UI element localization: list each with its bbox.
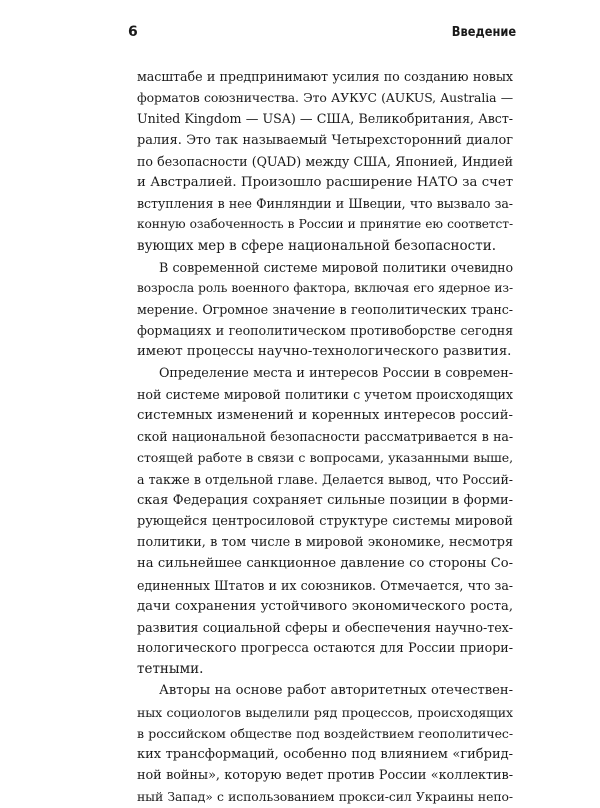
text-line: ной системе мировой политики с учетом происходящих: [137, 386, 513, 402]
text-line: тетными.: [137, 661, 204, 678]
text-line: Определение места и интересов России в современ-: [159, 365, 513, 381]
text-line: возросла роль военного фактора, включая его ядерное из-: [137, 280, 513, 295]
text-line: системных изменений и коренных интересов россий-: [137, 408, 513, 423]
text-line: ных социологов выделили ряд процессов, происходящих: [137, 704, 513, 720]
text-line: в российском обществе под воздействием геополитичес-: [137, 725, 513, 741]
body-text: [137, 66, 513, 808]
text-line: формациях и геополитическом противоборстве сегодня: [137, 323, 513, 339]
text-line: единенных Штатов и их союзников. Отмечается, что за-: [137, 577, 513, 593]
text-line: ный Запад» с использованием прокси-сил Украины непо-: [137, 789, 513, 805]
text-line: вующих мер в сфере национальной безопасности.: [137, 237, 497, 254]
text-line: по безопасности (QUAD) между США, Японией, Индией: [137, 153, 513, 169]
text-line: на сильнейшее санкционное давление со стороны Со-: [137, 556, 513, 572]
text-line: дачи сохранения устойчивого экономического роста,: [137, 598, 513, 614]
text-line: ской национальной безопасности рассматривается в на-: [137, 429, 513, 445]
text-line: рующейся центросиловой структуре системы мировой: [137, 513, 513, 529]
text-line: конную озабоченность в России и принятие ею соответст-: [137, 217, 513, 232]
text-line: В современной системе мировой политики очевидно: [159, 259, 513, 275]
text-line: стоящей работе в связи с вопросами, указанными выше,: [137, 450, 513, 466]
text-line: и Австралией. Произошло расширение НАТО за счет: [137, 174, 513, 190]
running-head: [128, 24, 516, 40]
paragraph-2: [137, 257, 513, 363]
text-line: ких трансформаций, особенно под влиянием «гибрид-: [137, 747, 513, 762]
text-line: ралия. Это так называемый Четырехсторонний диалог: [137, 132, 513, 148]
text-line: политики, в том числе в мировой экономике, несмотря: [137, 535, 513, 551]
paragraph-4: [137, 680, 513, 807]
page-number: 6: [128, 24, 138, 40]
text-line: развития социальной сферы и обеспечения научно-тех-: [137, 619, 513, 635]
text-line: форматов союзничества. Это АУКУС (AUKUS, Australia —: [137, 90, 513, 106]
text-line: ская Федерация сохраняет сильные позиции в форми-: [137, 492, 513, 508]
text-line: United Kingdom — USA) — США, Великобритания, Авст-: [137, 111, 513, 127]
text-line: нологического прогресса остаются для России приори-: [137, 641, 513, 657]
text-line: ной войны», которую ведет против России «коллектив-: [137, 768, 513, 784]
text-line: Авторы на основе работ авторитетных отечествен-: [159, 683, 513, 699]
paragraph-1: [137, 66, 513, 257]
text-line: мерение. Огромное значение в геополитических транс-: [137, 302, 513, 318]
paragraph-3: [137, 363, 513, 681]
text-line: вступления в нее Финляндии и Швеции, что вызвало за-: [137, 196, 513, 212]
text-line: масштабе и предпринимают усилия по созданию новых: [137, 69, 513, 84]
text-line: имеют процессы научно-технологического развития.: [137, 344, 512, 360]
text-line: а также в отдельной главе. Делается вывод, что Россий-: [137, 471, 513, 487]
section-title: Введение: [451, 25, 516, 40]
